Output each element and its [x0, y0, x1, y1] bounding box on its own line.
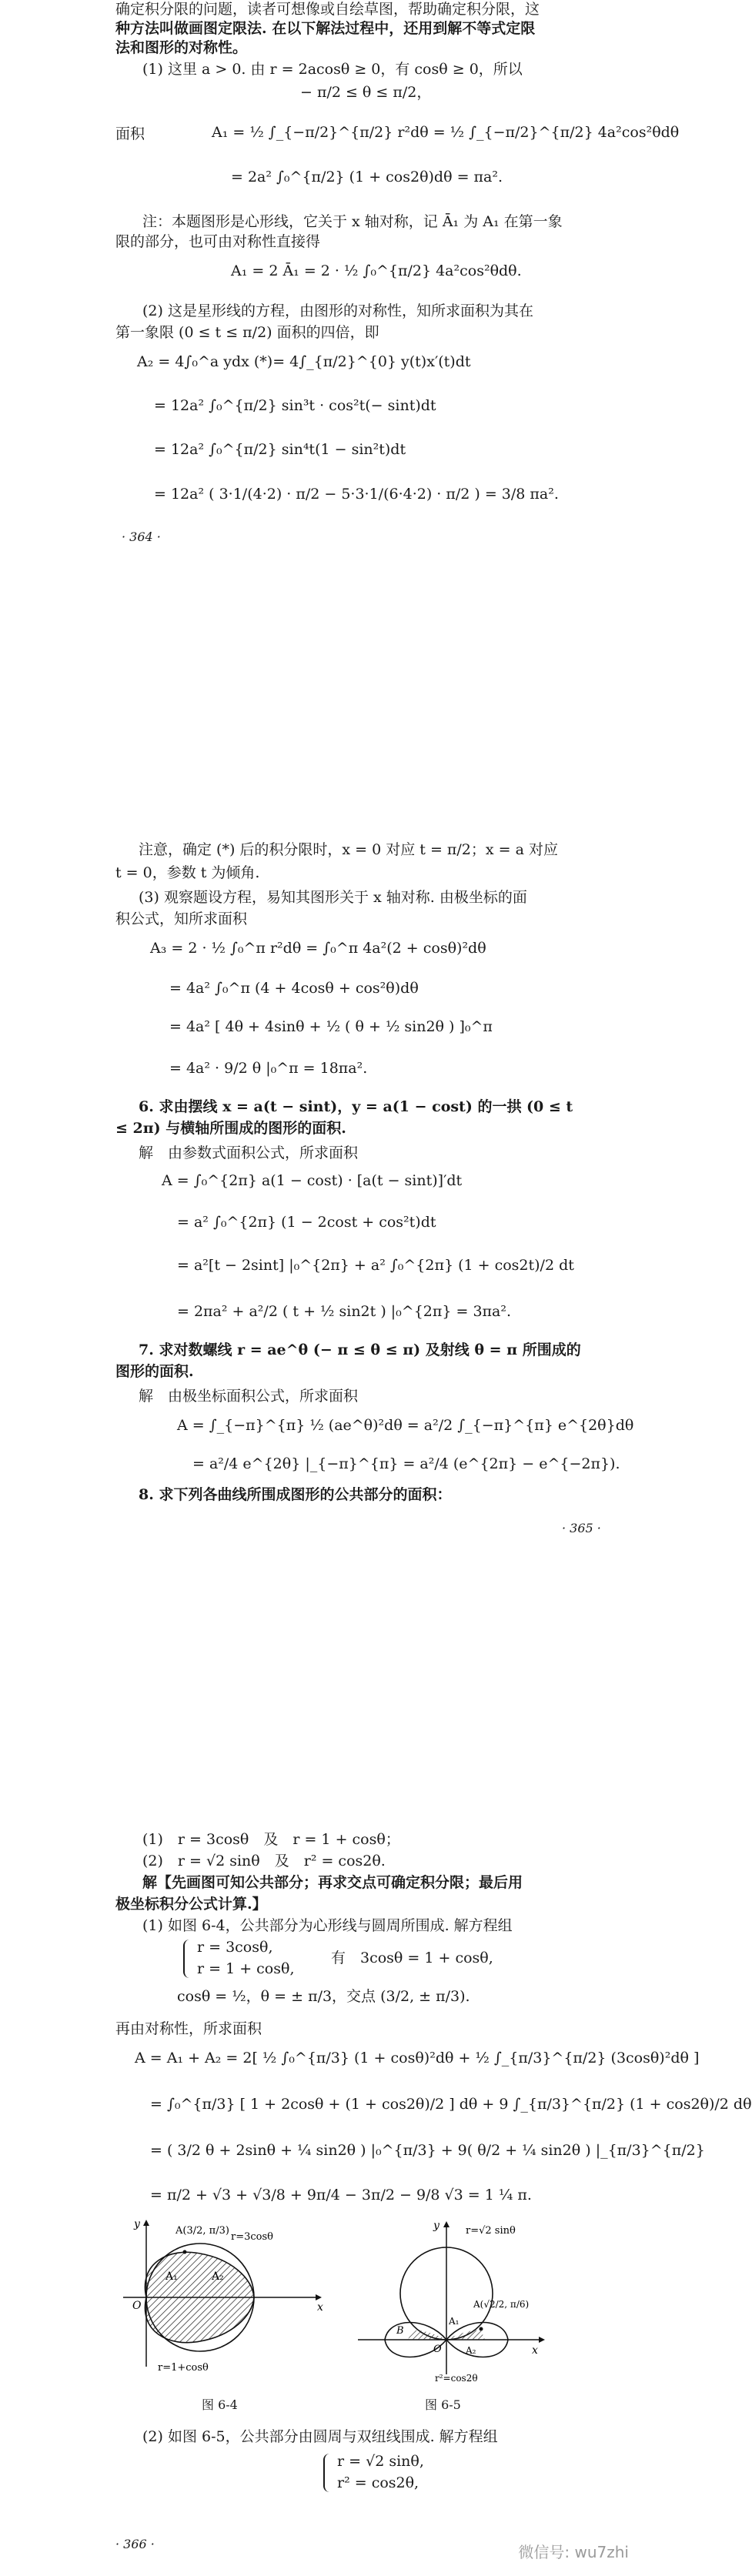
- figure-6-5-caption: 图 6-5: [425, 2397, 461, 2412]
- page-number-365: · 365 ·: [562, 1521, 601, 1535]
- paragraph-2-line-1: (2) 这是星形线的方程，由图形的对称性，知所求面积为其在: [142, 302, 533, 319]
- equation-3d: = 4a² · 9/2 θ |₀^π = 18πa².: [169, 1060, 368, 1077]
- system-2-eq-2: r² = cos2θ,: [337, 2474, 419, 2491]
- part-2-intro: (2) 如图 6-5，公共部分由圆周与双纽线围成. 解方程组: [142, 2428, 498, 2445]
- equation-1a: A₁ = ½ ∫_{−π/2}^{π/2} r²dθ = ½ ∫_{−π/2}^{π/2} 4a²cos²θdθ: [212, 124, 680, 141]
- equation-7b: = a²/4 e^{2θ} |_{−π}^{π} = a²/4 (e^{2π} − e^{−2π}).: [192, 1455, 620, 1472]
- fig2-region-2: A₂: [466, 2345, 476, 2356]
- fig2-region-1: A₁: [449, 2316, 460, 2327]
- figure-6-5: [350, 2217, 550, 2386]
- equation-note-1: A₁ = 2 Ā₁ = 2 · ½ ∫₀^{π/2} 4a²cos²θdθ.: [231, 262, 522, 279]
- equation-2d: = 12a² ( 3·1/(4·2) · π/2 − 5·3·1/(6·4·2) · π/2 ) = 3/8 πa².: [154, 486, 559, 503]
- equation-6c: = a²[t − 2sint] |₀^{2π} + a² ∫₀^{2π} (1 + cos2t)/2 dt: [177, 1257, 574, 1274]
- question-7-line-2: 图形的面积.: [115, 1363, 194, 1380]
- symmetry-note: 再由对称性，所求面积: [115, 2020, 262, 2037]
- equation-6a: A = ∫₀^{2π} a(1 − cost) · [a(t − sint)]′dt: [162, 1172, 463, 1189]
- note-1-line-2: 限的部分，也可由对称性直接得: [115, 233, 321, 250]
- cardioid-curve: [145, 2252, 254, 2342]
- note-1-line-1: 注：本题图形是心形线，它关于 x 轴对称，记 Ā₁ 为 A₁ 在第一象: [142, 213, 563, 230]
- system-2-eq-1: r = √2 sinθ,: [337, 2453, 424, 2470]
- fig1-curve-2-label: r=1+cosθ: [158, 2362, 209, 2374]
- equation-8b: = ∫₀^{π/3} [ 1 + 2cosθ + (1 + cos2θ)/2 ] dθ + 9 ∫_{π/3}^{π/2} (1 + cos2θ)/2 dθ: [150, 2096, 752, 2113]
- equation-8d: = π/2 + √3 + √3/8 + 9π/4 − 3π/2 − 9/8 √3 = 1 ¼ π.: [150, 2187, 532, 2203]
- solution-6-intro: 解 由参数式面积公式，所求面积: [139, 1144, 359, 1161]
- fig2-point-label: A(√2/2, π/6): [473, 2299, 530, 2310]
- fig2-curve-1-label: r=√2 sinθ: [466, 2225, 516, 2237]
- question-6-line-1: 6. 求由摆线 x = a(t − sint)，y = a(1 − cost) 的一拱 (0 ≤ t: [139, 1098, 573, 1115]
- fig2-point-b: B: [396, 2325, 404, 2337]
- equation-6d: = 2πa² + a²/2 ( t + ½ sin2t ) |₀^{2π} = 3πa².: [177, 1303, 512, 1320]
- item-2: (2) r = √2 sinθ 及 r² = cos2θ.: [142, 1853, 386, 1869]
- figure-6-4: [115, 2217, 346, 2386]
- paragraph-2-line-2: 第一象限 (0 ≤ t ≤ π/2) 面积的四倍，即: [115, 324, 379, 341]
- paragraph-3-line-2: 积公式，知所求面积: [115, 910, 248, 927]
- equation-3a: A₃ = 2 · ½ ∫₀^π r²dθ = ∫₀^π 4a²(2 + cosθ)²dθ: [150, 940, 486, 957]
- equation-8a: A = A₁ + A₂ = 2[ ½ ∫₀^{π/3} (1 + cosθ)²dθ + ½ ∫_{π/3}^{π/2} (3cosθ)²dθ ]: [135, 2050, 700, 2066]
- area-label: 面积: [115, 125, 145, 142]
- solution-8-line-1: 解【先画图可知公共部分；再求交点可确定积分限；最后用: [142, 1874, 523, 1891]
- fig1-region-2: A₂: [212, 2270, 224, 2283]
- paragraph-1: (1) 这里 a > 0. 由 r = 2acosθ ≥ 0，有 cosθ ≥ 0，所以: [142, 61, 523, 78]
- fig2-x-label: x: [532, 2344, 538, 2357]
- brace-system-2: [323, 2454, 334, 2492]
- item-1: (1) r = 3cosθ 及 r = 1 + cosθ；: [142, 1831, 400, 1848]
- equation-6b: = a² ∫₀^{2π} (1 − 2cost + cos²t)dt: [177, 1214, 436, 1231]
- note-2-line-2: t = 0，参数 t 为倾角.: [115, 864, 260, 881]
- page-number-366: · 366 ·: [115, 2537, 155, 2551]
- part-1-intro: (1) 如图 6-4，公共部分为心形线与圆周所围成. 解方程组: [142, 1917, 513, 1934]
- watermark-text: 微信号: wu7zhi: [518, 2543, 629, 2561]
- system-1-eq-2: r = 1 + cosθ,: [197, 1960, 295, 1977]
- fig1-curve-1-label: r=3cosθ: [231, 2231, 273, 2243]
- system-1-solution: cosθ = ½，θ = ± π/3，交点 (3/2, ± π/3).: [177, 1988, 470, 2005]
- fig2-origin: O: [433, 2344, 442, 2355]
- fig1-point-label: A(3/2, π/3): [175, 2225, 229, 2237]
- system-1-result: 有 3cosθ = 1 + cosθ,: [331, 1950, 493, 1966]
- figure-6-4-caption: 图 6-4: [202, 2397, 238, 2412]
- fig2-y-label: y: [433, 2220, 440, 2232]
- system-1-eq-1: r = 3cosθ,: [197, 1939, 273, 1956]
- equation-2c: = 12a² ∫₀^{π/2} sin⁴t(1 − sin²t)dt: [154, 441, 406, 458]
- solution-7-intro: 解 由极坐标面积公式，所求面积: [139, 1388, 359, 1405]
- paragraph-3-line-1: (3) 观察题设方程，易知其图形关于 x 轴对称. 由极坐标的面: [139, 889, 527, 906]
- intro-line-3: 法和图形的对称性。: [115, 39, 248, 56]
- equation-2a: A₂ = 4∫₀^a ydx (*)= 4∫_{π/2}^{0} y(t)x′(t)dt: [137, 353, 471, 370]
- intro-line-2: 种方法叫做画图定限法. 在以下解法过程中，还用到解不等式定限: [115, 20, 536, 37]
- note-2-line-1: 注意，确定 (*) 后的积分限时，x = 0 对应 t = π/2；x = a 对应: [139, 841, 558, 858]
- equation-2b: = 12a² ∫₀^{π/2} sin³t · cos²t(− sint)dt: [154, 397, 436, 414]
- equation-3b: = 4a² ∫₀^π (4 + 4cosθ + cos²θ)dθ: [169, 980, 419, 997]
- question-7-line-1: 7. 求对数螺线 r = ae^θ (− π ≤ θ ≤ π) 及射线 θ = π 所围成的: [139, 1341, 581, 1358]
- fig2-curve-2-label: r²=cos2θ: [435, 2373, 478, 2384]
- equation-7a: A = ∫_{−π}^{π} ½ (ae^θ)²dθ = a²/2 ∫_{−π}^{π} e^{2θ}dθ: [177, 1417, 634, 1434]
- brace-system-1: [183, 1940, 194, 1978]
- fig1-y-label: y: [134, 2218, 140, 2230]
- equation-1b: = 2a² ∫₀^{π/2} (1 + cos2θ)dθ = πa².: [231, 169, 503, 185]
- fig1-x-label: x: [317, 2301, 323, 2314]
- question-8: 8. 求下列各曲线所围成图形的公共部分的面积：: [139, 1486, 452, 1503]
- intro-line-1: 确定积分限的问题，读者可想像或自绘草图，帮助确定积分限，这: [115, 1, 540, 18]
- fig1-origin: O: [132, 2300, 142, 2312]
- theta-range: − π/2 ≤ θ ≤ π/2，: [300, 84, 432, 101]
- solution-8-line-2: 极坐标积分公式计算.】: [115, 1896, 267, 1913]
- equation-3c: = 4a² [ 4θ + 4sinθ + ½ ( θ + ½ sin2θ ) ]₀^π: [169, 1018, 493, 1035]
- question-6-line-2: ≤ 2π) 与横轴所围成的图形的面积.: [115, 1120, 346, 1137]
- fig1-region-1: A₁: [165, 2270, 178, 2283]
- page-number-364: · 364 ·: [122, 530, 161, 544]
- equation-8c: = ( 3/2 θ + 2sinθ + ¼ sin2θ ) |₀^{π/3} + 9( θ/2 + ¼ sin2θ ) |_{π/3}^{π/2}: [150, 2142, 705, 2159]
